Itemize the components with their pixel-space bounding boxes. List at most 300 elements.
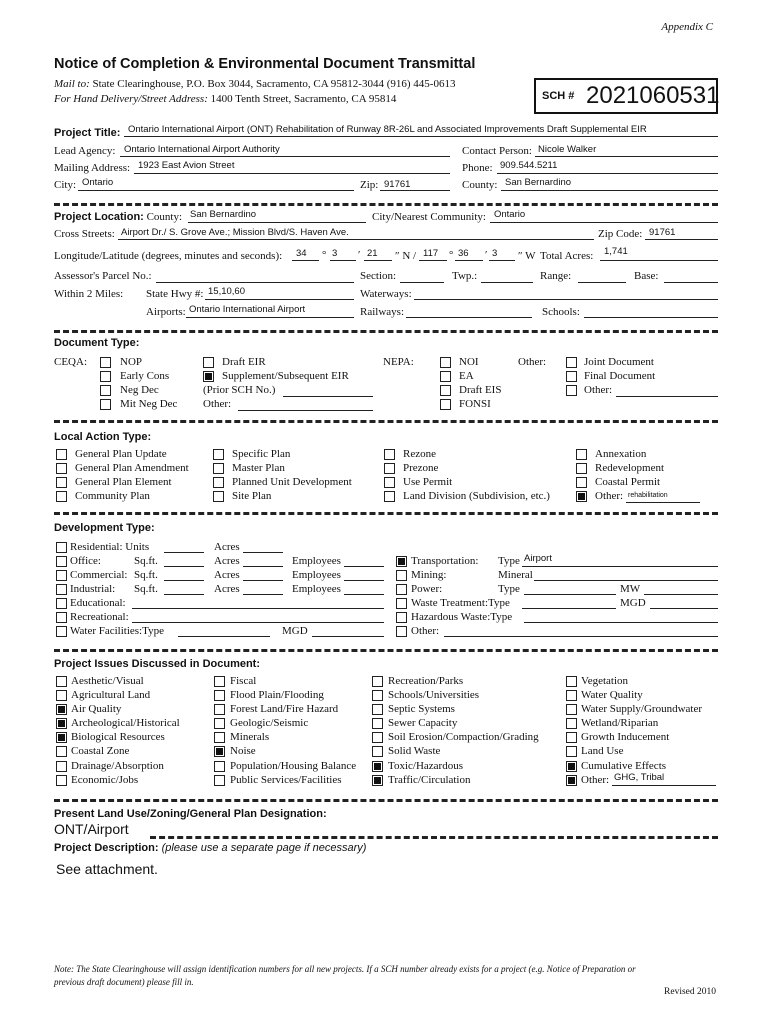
residential-acres-field[interactable]: [243, 552, 283, 553]
community-value[interactable]: Ontario: [494, 209, 526, 220]
local-other-line: [626, 502, 700, 503]
gp-update-label: General Plan Update: [75, 448, 167, 460]
prezone-checkbox[interactable]: [384, 463, 395, 474]
industrial-sqft-field[interactable]: [164, 594, 204, 595]
county-label: County:: [462, 179, 498, 191]
twp-field[interactable]: [481, 282, 533, 283]
doc-other-label: Other:: [518, 356, 547, 368]
appendix-label: Appendix C: [661, 21, 713, 33]
section-divider: [54, 330, 718, 333]
nop-checkbox[interactable]: [100, 357, 111, 368]
hazardous-waste-checkbox[interactable]: [396, 612, 407, 623]
power-checkbox[interactable]: [396, 584, 407, 595]
lat-sec-line: [364, 260, 392, 261]
transport-type-line: [522, 566, 718, 567]
footer-note-2: previous draft document) please fill in.: [54, 977, 194, 987]
redevelopment-label: Redevelopment: [595, 462, 665, 474]
wetland-checkbox[interactable]: [566, 718, 577, 729]
city-value[interactable]: Ontario: [82, 177, 114, 188]
air-quality-label: Air Quality: [71, 703, 122, 715]
specific-plan-checkbox[interactable]: [213, 449, 224, 460]
agricultural-checkbox[interactable]: [56, 690, 67, 701]
fiscal-checkbox[interactable]: [214, 676, 225, 687]
redevelopment-checkbox[interactable]: [576, 463, 587, 474]
sch-label: SCH #: [542, 90, 575, 102]
section-divider: [54, 512, 718, 515]
recreation-label: Recreation/Parks: [388, 675, 464, 687]
septic-label: Septic Systems: [388, 703, 455, 715]
project-title-label: Project Title:: [54, 127, 121, 139]
lead-agency-value[interactable]: Ontario International Airport Authority: [124, 144, 280, 155]
local-other-checkbox[interactable]: [576, 491, 587, 502]
master-plan-checkbox[interactable]: [213, 463, 224, 474]
draft-eis-label: Draft EIS: [459, 384, 502, 396]
land-division-label: Land Division (Subdivision, etc.): [403, 490, 550, 502]
forest-land-checkbox[interactable]: [214, 704, 225, 715]
county-line: [501, 190, 718, 191]
transportation-label: Transportation:: [411, 555, 479, 567]
issues-header: Project Issues Discussed in Document:: [54, 658, 261, 670]
minerals-label: Minerals: [230, 731, 270, 743]
vegetation-label: Vegetation: [581, 675, 629, 687]
description-value[interactable]: See attachment.: [56, 861, 158, 877]
lon-deg[interactable]: 117: [423, 248, 439, 259]
fonsi-label: FONSI: [459, 398, 491, 410]
county-value[interactable]: San Bernardino: [505, 177, 572, 188]
flood-plain-checkbox[interactable]: [214, 690, 225, 701]
zip-code-line: [645, 239, 718, 240]
water-type-field[interactable]: [178, 636, 270, 637]
ea-checkbox[interactable]: [440, 371, 451, 382]
water-quality-checkbox[interactable]: [566, 690, 577, 701]
railways-label: Railways:: [360, 306, 404, 318]
mailing-line: [134, 173, 450, 174]
supplement-eir-checkbox[interactable]: [203, 371, 214, 382]
commercial-checkbox[interactable]: [56, 570, 67, 581]
revised-label: Revised 2010: [664, 987, 716, 997]
zip-label: Zip:: [360, 179, 379, 191]
ceqa-other-label: Other:: [203, 398, 232, 410]
educational-field[interactable]: [132, 608, 384, 609]
land-division-checkbox[interactable]: [384, 491, 395, 502]
community-line: [490, 222, 718, 223]
lat-deg-line: [292, 260, 319, 261]
water-facilities-checkbox[interactable]: [56, 626, 67, 637]
mining-checkbox[interactable]: [396, 570, 407, 581]
office-sqft-label: Sq.ft.: [134, 555, 158, 567]
master-plan-label: Master Plan: [232, 462, 285, 474]
joint-doc-label: Joint Document: [584, 356, 654, 368]
public-services-label: Public Services/Facilities: [230, 774, 342, 786]
mineral-label: Mineral: [498, 569, 533, 581]
waste-type-field[interactable]: [522, 608, 616, 609]
contact-label: Contact Person:: [462, 145, 532, 157]
min-symbol: ′: [358, 249, 361, 261]
coastal-permit-checkbox[interactable]: [576, 477, 587, 488]
office-checkbox[interactable]: [56, 556, 67, 567]
issues-other-label: Other:: [581, 774, 610, 786]
waste-mgd-field[interactable]: [650, 608, 718, 609]
mailing-label: Mailing Address:: [54, 162, 131, 174]
power-label: Power:: [411, 583, 443, 595]
waterways-field[interactable]: [414, 299, 718, 300]
land-use-label: Land Use: [581, 745, 624, 757]
rezone-checkbox[interactable]: [384, 449, 395, 460]
cross-streets-label: Cross Streets:: [54, 228, 115, 240]
lat-min[interactable]: 3: [332, 248, 338, 259]
waterways-label: Waterways:: [360, 288, 412, 300]
local-action-header: Local Action Type:: [54, 431, 152, 443]
minerals-checkbox[interactable]: [214, 732, 225, 743]
west-label: ″ W: [518, 250, 536, 262]
cross-streets-line: [118, 239, 594, 240]
land-use-header: Present Land Use/Zoning/General Plan Designation:: [54, 808, 327, 820]
city-line: [78, 190, 354, 191]
contact-value[interactable]: Nicole Walker: [538, 144, 597, 155]
apn-field[interactable]: [156, 282, 354, 283]
forest-land-label: Forest Land/Fire Hazard: [230, 703, 339, 715]
sch-box: [534, 78, 718, 114]
hand-delivery-line: For Hand Delivery/Street Address: 1400 Tenth Street, Sacramento, CA 95814: [54, 93, 397, 105]
office-employees-field[interactable]: [344, 566, 384, 567]
office-acres-field[interactable]: [243, 566, 283, 567]
mail-to-line: Mail to: State Clearinghouse, P.O. Box 3044, Sacramento, CA 95812-3044 (916) 445-0613: [54, 78, 456, 90]
pud-label: Planned Unit Development: [232, 476, 352, 488]
recreation-checkbox[interactable]: [372, 676, 383, 687]
public-services-checkbox[interactable]: [214, 775, 225, 786]
north-label: ″ N /: [395, 250, 417, 262]
joint-doc-checkbox[interactable]: [566, 357, 577, 368]
water-supply-label: Water Supply/Groundwater: [581, 703, 702, 715]
gp-update-checkbox[interactable]: [56, 449, 67, 460]
use-permit-label: Use Permit: [403, 476, 453, 488]
water-quality-label: Water Quality: [581, 689, 643, 701]
lon-deg-line: [419, 260, 447, 261]
local-other-label: Other:: [595, 490, 624, 502]
water-mgd-field[interactable]: [312, 636, 384, 637]
prior-sch-label: (Prior SCH No.): [203, 384, 276, 396]
noi-checkbox[interactable]: [440, 357, 451, 368]
industrial-acres-field[interactable]: [243, 594, 283, 595]
wetland-label: Wetland/Riparian: [581, 717, 659, 729]
location-county-line: [188, 222, 366, 223]
sch-number[interactable]: 2021060531: [586, 82, 720, 109]
transport-type-value[interactable]: Airport: [524, 553, 552, 564]
land-use-value[interactable]: ONT/Airport: [54, 821, 129, 837]
phone-label: Phone:: [462, 162, 493, 174]
zip-line: [380, 190, 450, 191]
schools-label: Schools:: [542, 306, 580, 318]
commercial-sqft-field[interactable]: [164, 580, 204, 581]
project-title-value[interactable]: Ontario International Airport (ONT) Rehabilitation of Runway 8R-26L and Associated Improvements Draft Supplemental EIR: [128, 124, 647, 135]
commercial-acres-label: Acres: [214, 569, 240, 581]
septic-checkbox[interactable]: [372, 704, 383, 715]
nepa-label: NEPA:: [383, 356, 414, 368]
airports-label: Airports:: [146, 306, 186, 318]
ceqa-other-field[interactable]: [238, 410, 373, 411]
final-doc-label: Final Document: [584, 370, 656, 382]
mining-label: Mining:: [411, 569, 447, 581]
land-use-checkbox[interactable]: [566, 746, 577, 757]
industrial-checkbox[interactable]: [56, 584, 67, 595]
commercial-employees-field[interactable]: [344, 580, 384, 581]
annexation-label: Annexation: [595, 448, 647, 460]
mineral-field[interactable]: [534, 580, 718, 581]
issues-other-checkbox[interactable]: [566, 775, 577, 786]
industrial-sqft-label: Sq.ft.: [134, 583, 158, 595]
ea-label: EA: [459, 370, 474, 382]
prior-sch-field[interactable]: [283, 396, 373, 397]
commercial-employees-label: Employees: [292, 569, 341, 581]
waste-mgd-label: MGD: [620, 597, 646, 609]
dev-type-header: Development Type:: [54, 522, 155, 534]
industrial-employees-field[interactable]: [344, 594, 384, 595]
zip-code-label: Zip Code:: [598, 228, 643, 240]
office-employees-label: Employees: [292, 555, 341, 567]
office-acres-label: Acres: [214, 555, 240, 567]
industrial-acres-label: Acres: [214, 583, 240, 595]
water-facilities-label: Water Facilities:Type: [70, 625, 164, 637]
transport-type-label: Type: [498, 555, 520, 567]
commercial-acres-field[interactable]: [243, 580, 283, 581]
community-plan-label: Community Plan: [75, 490, 150, 502]
dev-other-checkbox[interactable]: [396, 626, 407, 637]
nop-label: NOP: [120, 356, 143, 368]
neg-dec-checkbox[interactable]: [100, 385, 111, 396]
pud-checkbox[interactable]: [213, 477, 224, 488]
doc-other2-label: Other:: [584, 384, 613, 396]
coastal-zone-checkbox[interactable]: [56, 746, 67, 757]
soil-erosion-label: Soil Erosion/Compaction/Grading: [388, 731, 539, 743]
growth-checkbox[interactable]: [566, 732, 577, 743]
schools-field[interactable]: [584, 317, 718, 318]
early-cons-label: Early Cons: [120, 370, 170, 382]
water-mgd-label: MGD: [282, 625, 308, 637]
section-divider: [54, 649, 718, 652]
mw-field[interactable]: [644, 594, 718, 595]
transportation-checkbox[interactable]: [396, 556, 407, 567]
total-acres-value[interactable]: 1,741: [604, 246, 628, 257]
neg-dec-label: Neg Dec: [120, 384, 159, 396]
section-field[interactable]: [400, 282, 444, 283]
toxic-checkbox[interactable]: [372, 761, 383, 772]
population-label: Population/Housing Balance: [230, 760, 357, 772]
lon-min[interactable]: 36: [458, 248, 469, 259]
cumulative-label: Cumulative Effects: [581, 760, 667, 772]
hwy-label: State Hwy #:: [146, 288, 204, 300]
draft-eis-checkbox[interactable]: [440, 385, 451, 396]
prezone-label: Prezone: [403, 462, 439, 474]
office-label: Office:: [70, 555, 101, 567]
mw-label: MW: [620, 583, 641, 595]
issues-other-line: [612, 785, 716, 786]
archeological-checkbox[interactable]: [56, 718, 67, 729]
residential-checkbox[interactable]: [56, 542, 67, 553]
early-cons-checkbox[interactable]: [100, 371, 111, 382]
draft-eir-label: Draft EIR: [222, 356, 266, 368]
community-plan-checkbox[interactable]: [56, 491, 67, 502]
twp-label: Twp.:: [452, 270, 478, 282]
power-type-label: Type: [498, 583, 520, 595]
economic-label: Economic/Jobs: [71, 774, 139, 786]
description-row: Project Description: (please use a separate page if necessary): [54, 842, 367, 854]
rezone-label: Rezone: [403, 448, 436, 460]
project-title-line: [124, 136, 718, 137]
lon-sec-line: [489, 260, 515, 261]
use-permit-checkbox[interactable]: [384, 477, 395, 488]
schools-issue-label: Schools/Universities: [388, 689, 480, 701]
geologic-label: Geologic/Seismic: [230, 717, 309, 729]
traffic-checkbox[interactable]: [372, 775, 383, 786]
sewer-checkbox[interactable]: [372, 718, 383, 729]
waste-treatment-checkbox[interactable]: [396, 598, 407, 609]
deg-symbol: °: [322, 249, 327, 261]
contact-line: [535, 156, 718, 157]
base-field[interactable]: [664, 282, 718, 283]
industrial-label: Industrial:: [70, 583, 116, 595]
drainage-label: Drainage/Absorption: [71, 760, 164, 772]
traffic-label: Traffic/Circulation: [388, 774, 471, 786]
residential-label: Residential: Units: [70, 541, 150, 553]
community-label: City/Nearest Community:: [372, 211, 486, 223]
location-county-row: Project Location: County:: [54, 211, 183, 223]
cumulative-checkbox[interactable]: [566, 761, 577, 772]
final-doc-checkbox[interactable]: [566, 371, 577, 382]
coastal-permit-label: Coastal Permit: [595, 476, 661, 488]
total-acres-line: [600, 260, 718, 261]
mit-neg-dec-checkbox[interactable]: [100, 399, 111, 410]
annexation-checkbox[interactable]: [576, 449, 587, 460]
phone-line: [497, 173, 718, 174]
gp-amendment-checkbox[interactable]: [56, 463, 67, 474]
industrial-employees-label: Employees: [292, 583, 341, 595]
hazardous-type-field[interactable]: [524, 622, 718, 623]
lon-min-line: [455, 260, 483, 261]
doc-other-checkbox[interactable]: [566, 385, 577, 396]
hwy-line: [205, 299, 354, 300]
educational-checkbox[interactable]: [56, 598, 67, 609]
gp-amendment-label: General Plan Amendment: [75, 462, 189, 474]
noi-label: NOI: [459, 356, 479, 368]
units-field[interactable]: [164, 552, 204, 553]
within-label: Within 2 Miles:: [54, 288, 124, 300]
doc-type-header: Document Type:: [54, 337, 140, 349]
mit-neg-dec-label: Mit Neg Dec: [120, 398, 178, 410]
schools-checkbox[interactable]: [372, 690, 383, 701]
solid-waste-label: Solid Waste: [388, 745, 441, 757]
educational-label: Educational:: [70, 597, 126, 609]
doc-other-field[interactable]: [616, 396, 718, 397]
range-field[interactable]: [578, 282, 626, 283]
air-quality-checkbox[interactable]: [56, 704, 67, 715]
base-label: Base:: [634, 270, 659, 282]
site-plan-checkbox[interactable]: [213, 491, 224, 502]
total-acres-label: Total Acres:: [540, 250, 594, 262]
hazardous-waste-label: Hazardous Waste:Type: [411, 611, 513, 623]
min-symbol-2: ′: [485, 249, 488, 261]
site-plan-label: Site Plan: [232, 490, 272, 502]
economic-checkbox[interactable]: [56, 775, 67, 786]
issues-other-value[interactable]: GHG, Tribal: [614, 772, 665, 783]
zip-code-value[interactable]: 91761: [649, 227, 676, 238]
power-type-field[interactable]: [524, 594, 616, 595]
mailing-value[interactable]: 1923 East Avion Street: [138, 160, 235, 171]
population-checkbox[interactable]: [214, 761, 225, 772]
section-divider: [54, 420, 718, 423]
waste-treatment-label: Waste Treatment:Type: [411, 597, 510, 609]
lat-sec[interactable]: 21: [367, 248, 378, 259]
section-divider: [54, 203, 718, 206]
lead-agency-line: [120, 156, 450, 157]
airports-value[interactable]: Ontario International Airport: [189, 304, 306, 315]
location-county-value[interactable]: San Bernardino: [190, 209, 257, 220]
drainage-checkbox[interactable]: [56, 761, 67, 772]
noise-label: Noise: [230, 745, 256, 757]
agricultural-label: Agricultural Land: [71, 689, 151, 701]
dev-other-label: Other:: [411, 625, 440, 637]
noise-checkbox[interactable]: [214, 746, 225, 757]
apn-label: Assessor's Parcel No.:: [54, 270, 152, 282]
phone-value[interactable]: 909.544.5211: [500, 160, 558, 171]
railways-field[interactable]: [406, 317, 532, 318]
hwy-value[interactable]: 15,10,60: [208, 286, 245, 297]
latlon-label: Longitude/Latitude (degrees, minutes and seconds):: [54, 250, 283, 262]
local-other-value[interactable]: rehabilitation: [628, 492, 668, 499]
office-sqft-field[interactable]: [164, 566, 204, 567]
soil-erosion-checkbox[interactable]: [372, 732, 383, 743]
supplement-eir-label: Supplement/Subsequent EIR: [222, 370, 349, 382]
gp-element-label: General Plan Element: [75, 476, 172, 488]
recreational-label: Recreational:: [70, 611, 129, 623]
residential-acres-label: Acres: [214, 541, 240, 553]
growth-label: Growth Inducement: [581, 731, 670, 743]
water-supply-checkbox[interactable]: [566, 704, 577, 715]
sewer-label: Sewer Capacity: [388, 717, 458, 729]
form-title: Notice of Completion & Environmental Document Transmittal: [54, 56, 476, 72]
geologic-checkbox[interactable]: [214, 718, 225, 729]
fonsi-checkbox[interactable]: [440, 399, 451, 410]
lat-deg[interactable]: 34: [296, 248, 307, 259]
section-divider: [54, 799, 718, 802]
section-divider: [150, 836, 718, 839]
footer-note: Note: The State Clearinghouse will assign identification numbers for all new projects. If a SCH number already exists for a project (e.g. Notice of Preparation or: [54, 964, 636, 974]
aesthetic-checkbox[interactable]: [56, 676, 67, 687]
toxic-label: Toxic/Hazardous: [388, 760, 463, 772]
dev-other-field[interactable]: [444, 636, 718, 637]
city-label: City:: [54, 179, 77, 191]
gp-element-checkbox[interactable]: [56, 477, 67, 488]
commercial-label: Commercial:: [70, 569, 128, 581]
coastal-zone-label: Coastal Zone: [71, 745, 130, 757]
airports-line: [186, 317, 354, 318]
ceqa-label: CEQA:: [54, 356, 87, 368]
section-label: Section:: [360, 270, 397, 282]
lead-agency-label: Lead Agency:: [54, 145, 116, 157]
recreational-field[interactable]: [132, 622, 384, 623]
range-label: Range:: [540, 270, 572, 282]
aesthetic-label: Aesthetic/Visual: [71, 675, 144, 687]
lon-sec[interactable]: 3: [492, 248, 498, 259]
cross-streets-value[interactable]: Airport Dr./ S. Grove Ave.; Mission Blvd/S. Haven Ave.: [121, 227, 349, 238]
draft-eir-checkbox[interactable]: [203, 357, 214, 368]
commercial-sqft-label: Sq.ft.: [134, 569, 158, 581]
specific-plan-label: Specific Plan: [232, 448, 291, 460]
solid-waste-checkbox[interactable]: [372, 746, 383, 757]
biological-checkbox[interactable]: [56, 732, 67, 743]
recreational-checkbox[interactable]: [56, 612, 67, 623]
zip-value[interactable]: 91761: [384, 179, 411, 190]
vegetation-checkbox[interactable]: [566, 676, 577, 687]
